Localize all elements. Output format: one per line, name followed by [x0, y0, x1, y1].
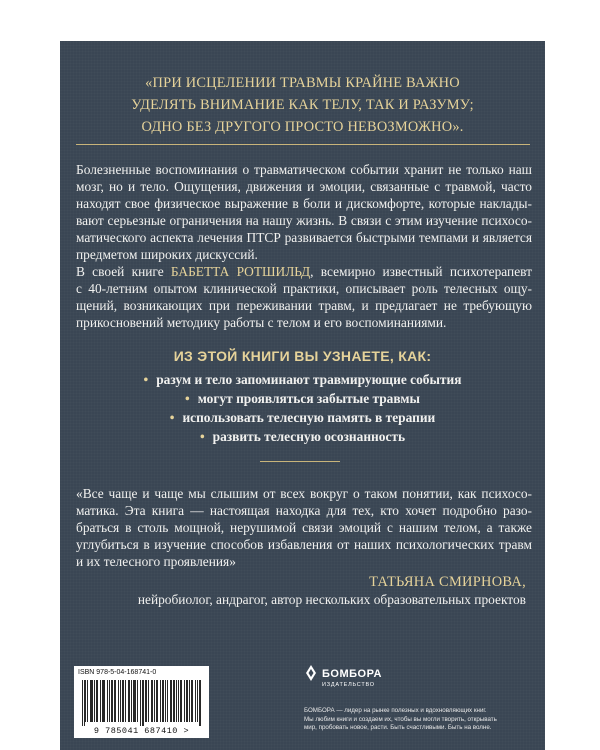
text-line: и их телесного проявления» — [76, 554, 236, 569]
barcode-bar — [140, 680, 141, 726]
barcode-number: 9 785041 687410 > — [93, 726, 190, 736]
barcode-bar — [192, 680, 193, 722]
barcode-bar — [199, 680, 200, 726]
barcode-bar — [156, 680, 157, 722]
text-line: браться в столь мощной, нерушимой связи эмоций с нашим телом, а также — [76, 520, 532, 535]
barcode-bar — [97, 680, 98, 722]
barcode-bar — [142, 680, 143, 726]
barcode-bar — [104, 680, 105, 722]
list-item — [60, 427, 545, 446]
barcode-bar — [171, 680, 172, 722]
publisher-name: БОМБОРА — [322, 668, 382, 680]
author-name: БАБЕТТА РОТШИЛЬД — [170, 264, 311, 279]
barcode-bar — [137, 680, 138, 722]
barcode-bar — [91, 680, 92, 722]
divider-short — [260, 461, 340, 462]
bombora-logo-icon — [304, 664, 318, 682]
barcode-bar — [123, 680, 124, 722]
barcode-bar — [122, 680, 123, 722]
review-quote — [76, 485, 532, 570]
barcode-bar — [102, 680, 103, 722]
barcode-bar — [146, 680, 147, 722]
text-line: прикосновений методику работы с телом и его воспоминаниями. — [76, 315, 447, 330]
list-item — [60, 408, 545, 427]
text-line: «Все чаще и чаще мы слышим от всех вокруг о таком понятии, как психосо- — [76, 486, 532, 501]
barcode-bar — [85, 680, 86, 722]
publisher-blurb — [304, 707, 540, 733]
barcode-bar — [145, 680, 146, 722]
text-line: Мы любим книги и создаем их, чтобы вы могли творить, открывать — [304, 715, 497, 723]
barcode-bar — [163, 680, 164, 722]
learn-list — [60, 370, 545, 446]
barcode-bar — [152, 680, 153, 722]
list-item-text: развить телесную осознанность — [212, 429, 406, 444]
barcode-bar — [167, 680, 168, 722]
author-paragraph — [76, 263, 532, 331]
barcode-bar — [143, 680, 144, 726]
barcode-bar — [96, 680, 97, 722]
barcode-bar — [120, 680, 121, 722]
barcode-bar — [131, 680, 132, 722]
text-line: матического аспекта лечения ПТСР развивается быстрыми темпами и является — [76, 230, 532, 245]
barcode-bar — [186, 680, 187, 722]
barcode-bar — [87, 680, 88, 722]
list-item-text: использовать телесную память в терапии — [182, 410, 436, 425]
text-fragment: В своей книге — [76, 264, 171, 279]
barcode-bar — [111, 680, 112, 722]
barcode-bar — [154, 680, 155, 722]
list-item-text: разум и тело запоминают травмирующие события — [156, 372, 462, 387]
barcode-bar — [82, 680, 83, 726]
barcode-bar — [134, 680, 135, 722]
text-line: мир, пробовать новое, расти. Быть счастливыми. Быть на волне. — [304, 724, 492, 731]
barcode-bar — [160, 680, 161, 722]
barcode-bar — [115, 680, 116, 722]
text-line: углубиться в изучение способов избавления от наших психологических травм — [76, 537, 532, 552]
barcode-bar — [187, 680, 188, 722]
text-line: с 40-летним опытом клинической практики, описывает роль телесных ощу- — [76, 281, 532, 296]
quote-line: УДЕЛЯТЬ ВНИМАНИЕ КАК ТЕЛУ, ТАК И РАЗУМУ; — [131, 97, 474, 113]
barcode-bar — [191, 680, 192, 722]
barcode-bar — [173, 680, 174, 722]
barcode-bar — [170, 680, 171, 722]
review-author: ТАТЬЯНА СМИРНОВА, — [369, 574, 526, 590]
barcode-bars — [82, 680, 201, 726]
learn-heading: ИЗ ЭТОЙ КНИГИ ВЫ УЗНАЕТЕ, КАК: — [173, 348, 432, 364]
bullet-icon: • — [185, 391, 190, 406]
publisher-sub: ИЗДАТЕЛЬСТВО — [322, 682, 375, 688]
barcode-bar — [151, 680, 152, 722]
barcode-bar — [180, 680, 181, 722]
isbn-label: ISBN 978-5-04-168741-0 — [78, 669, 157, 676]
review-author-desc: нейробиолог, андрагог, автор нескольких образовательных проектов — [137, 592, 526, 607]
list-item — [60, 389, 545, 408]
text-line: предметом широких дискуссий. — [76, 247, 258, 262]
barcode-bar — [118, 680, 119, 722]
barcode-bar — [92, 680, 93, 722]
barcode-bar — [165, 680, 166, 722]
pull-quote — [60, 72, 545, 138]
list-item — [60, 370, 545, 389]
text-line: Болезненные воспоминания о травматическом событии хранит не только наш — [76, 162, 532, 177]
barcode-bar — [109, 680, 110, 722]
barcode-bar — [107, 680, 108, 722]
text-line: вают серьезные ограничения на нашу жизнь. В связи с этим изучение психосо- — [76, 213, 532, 228]
barcode — [74, 666, 209, 738]
barcode-bar — [94, 680, 95, 722]
barcode-bar — [84, 680, 85, 726]
barcode-bar — [176, 680, 177, 722]
description-paragraph — [76, 161, 532, 263]
barcode-bar — [148, 680, 149, 722]
barcode-bar — [184, 680, 185, 722]
barcode-bar — [100, 680, 101, 722]
barcode-bar — [128, 680, 129, 722]
bullet-icon: • — [169, 410, 175, 425]
barcode-bar — [114, 680, 115, 722]
text-line: матика. Эта книга — настоящая находка для тех, кто хочет подробно разо- — [76, 503, 532, 518]
text-fragment: , всемирно известный психотерапевт — [310, 264, 533, 279]
barcode-bar — [103, 680, 104, 722]
barcode-bar — [200, 680, 201, 726]
barcode-bar — [174, 680, 175, 722]
barcode-bar — [181, 680, 182, 722]
text-line: щений, возникающих при переживании травм, и предлагает не требующую — [76, 298, 532, 313]
barcode-bar — [189, 680, 190, 722]
barcode-bar — [112, 680, 113, 722]
barcode-bar — [125, 680, 126, 722]
barcode-bar — [133, 680, 134, 722]
barcode-bar — [162, 680, 163, 722]
barcode-bar — [178, 680, 179, 722]
barcode-bar — [197, 680, 198, 722]
barcode-bar — [195, 680, 196, 722]
bullet-icon: • — [199, 429, 205, 444]
barcode-bar — [135, 680, 136, 722]
barcode-bar — [157, 680, 158, 722]
list-item-text: могут проявляться забытые травмы — [197, 391, 420, 406]
quote-line: «ПРИ ИСЦЕЛЕНИИ ТРАВМЫ КРАЙНЕ ВАЖНО — [145, 75, 460, 91]
quote-line: ОДНО БЕЗ ДРУГОГО ПРОСТО НЕВОЗМОЖНО». — [141, 119, 464, 135]
divider-top — [76, 144, 530, 145]
text-line: БОМБОРА — лидер на рынке полезных и вдохновляющих книг. — [304, 707, 487, 714]
text-line — [76, 263, 532, 280]
bullet-icon: • — [143, 372, 149, 387]
barcode-bar — [129, 680, 130, 722]
barcode-bar — [90, 680, 91, 722]
text-line: мозг, но и тело. Ощущения, движения и эмоции, связанные с травмой, часто — [76, 179, 532, 194]
text-line: находят свое физическое выражение в боли и дискомфорте, которые наклады- — [76, 196, 532, 211]
